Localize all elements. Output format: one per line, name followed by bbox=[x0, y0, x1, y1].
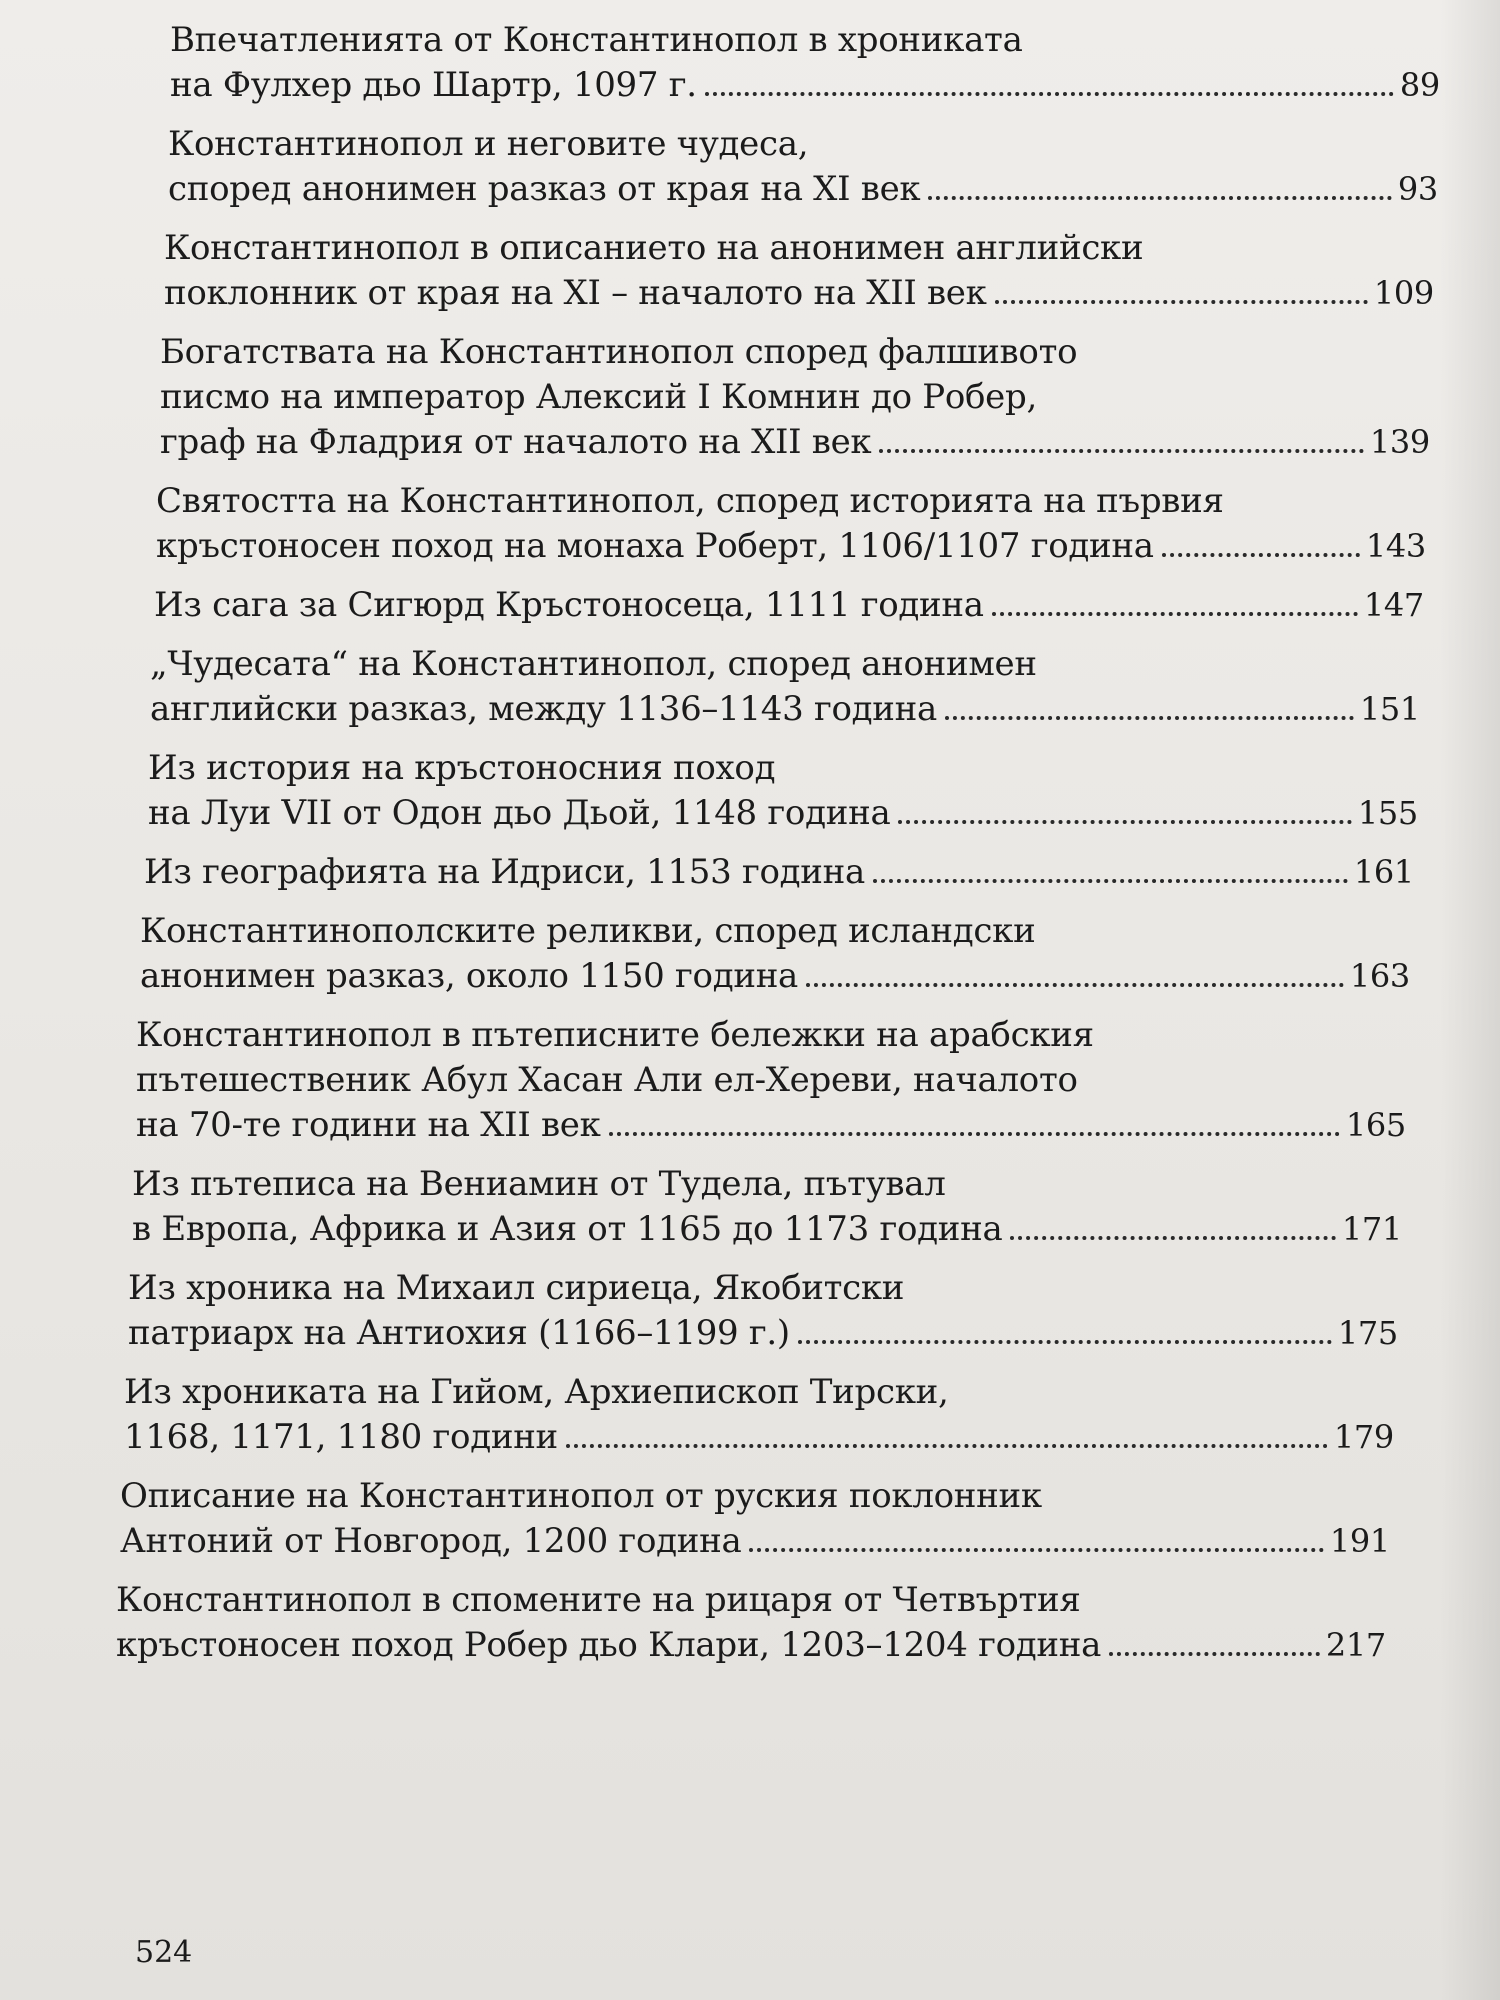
toc-entry-title-line: анонимен разказ, около 1150 година bbox=[140, 956, 799, 996]
toc-entry bbox=[154, 583, 1424, 628]
toc-entry-last-line bbox=[148, 791, 1418, 836]
toc-entry-page-number: 143 bbox=[1365, 527, 1426, 565]
toc-entry bbox=[156, 479, 1426, 569]
toc-entry-last-line bbox=[140, 954, 1410, 999]
toc-entry bbox=[144, 850, 1414, 895]
dot-leader bbox=[806, 982, 1344, 987]
dot-leader bbox=[873, 878, 1348, 883]
toc-entry-page-number: 175 bbox=[1337, 1314, 1398, 1352]
toc-entry-page-number: 155 bbox=[1357, 794, 1418, 832]
toc-entry-title-line: английски разказ, между 1136–1143 година bbox=[150, 689, 937, 729]
toc-entry-page-number: 139 bbox=[1369, 423, 1430, 461]
toc-entry bbox=[136, 1013, 1406, 1148]
toc-entry-title-line: поклонник от края на XI – началото на XII век bbox=[164, 273, 987, 313]
toc-entry bbox=[160, 330, 1430, 465]
toc-entry bbox=[116, 1578, 1386, 1668]
toc-entry-page-number: 161 bbox=[1353, 853, 1414, 891]
toc-entry-last-line bbox=[120, 1519, 1390, 1564]
toc-entry-page-number: 171 bbox=[1341, 1210, 1402, 1248]
toc-entry bbox=[168, 122, 1438, 212]
dot-leader bbox=[898, 819, 1351, 824]
page-edge-shadow bbox=[1440, 0, 1500, 2000]
toc-entry-last-line bbox=[156, 524, 1426, 569]
toc-entry-title-line: граф на Фладрия от началото на XII век bbox=[160, 422, 872, 462]
toc-entry-last-line bbox=[150, 687, 1420, 732]
dot-leader bbox=[749, 1547, 1323, 1552]
toc-entry-page-number: 151 bbox=[1359, 690, 1420, 728]
dot-leader bbox=[566, 1443, 1328, 1448]
toc-entry-title-line: Константинопол в описанието на анонимен английски bbox=[164, 228, 1144, 268]
toc-entry-last-line bbox=[128, 1311, 1398, 1356]
toc-entry-last-line bbox=[116, 1623, 1386, 1668]
dot-leader bbox=[705, 91, 1394, 96]
toc-entry-title-line: Описание на Константинопол от руския поклонник bbox=[120, 1476, 1042, 1516]
toc-entry bbox=[170, 18, 1440, 108]
dot-leader bbox=[1109, 1651, 1320, 1656]
toc-entry bbox=[120, 1474, 1390, 1564]
dot-leader bbox=[995, 299, 1368, 304]
toc-entry-title-line: Из хрониката на Гийом, Архиепископ Тирски, bbox=[124, 1372, 949, 1412]
toc-entry-title-line: според анонимен разказ от края на XI век bbox=[168, 169, 921, 209]
toc-entry-page-number: 191 bbox=[1329, 1522, 1390, 1560]
toc-entry bbox=[150, 642, 1420, 732]
toc-entry-page-number: 165 bbox=[1345, 1106, 1406, 1144]
toc-entry-title-line: Константинополските реликви, според исландски bbox=[140, 911, 1036, 951]
toc-entry bbox=[132, 1162, 1402, 1252]
toc-entry-page-number: 179 bbox=[1333, 1418, 1394, 1456]
toc-entry-title-line: 1168, 1171, 1180 години bbox=[124, 1417, 558, 1457]
dot-leader bbox=[1010, 1235, 1335, 1240]
toc-entry bbox=[128, 1266, 1398, 1356]
dot-leader bbox=[992, 611, 1358, 616]
toc-entry-title-line: Богатствата на Константинопол според фалшивото bbox=[160, 332, 1078, 372]
toc-entry-last-line bbox=[160, 420, 1430, 465]
toc-entry-title-line: Константинопол и неговите чудеса, bbox=[168, 124, 809, 164]
toc-entry-page-number: 89 bbox=[1399, 66, 1440, 104]
toc-entry-title-line: Из географията на Идриси, 1153 година bbox=[144, 852, 865, 892]
toc-entry-title-line: Константинопол в пътеписните бележки на арабския bbox=[136, 1015, 1094, 1055]
toc-entry-last-line bbox=[168, 167, 1438, 212]
toc-entry-page-number: 163 bbox=[1349, 957, 1410, 995]
toc-entry-title-line: Впечатленията от Константинопол в хрониката bbox=[170, 20, 1023, 60]
dot-leader bbox=[879, 448, 1363, 453]
toc-entry-page-number: 217 bbox=[1325, 1626, 1386, 1664]
toc-entry-last-line bbox=[164, 271, 1434, 316]
toc-entry-title-line: кръстоносен поход Робер дьо Клари, 1203–1204 година bbox=[116, 1625, 1102, 1665]
toc-entry-title-line: писмо на император Алексий I Комнин до Робер, bbox=[160, 377, 1037, 417]
toc-entry-last-line bbox=[144, 850, 1414, 895]
toc-entry-title-line: Из история на кръстоносния поход bbox=[148, 748, 776, 788]
toc-entry bbox=[164, 226, 1434, 316]
toc-entry-page-number: 147 bbox=[1363, 586, 1424, 624]
toc-entry-title-line: на 70-те години на XII век bbox=[136, 1105, 601, 1145]
toc-entry-title-line: Из хроника на Михаил сириеца, Якобитски bbox=[128, 1268, 905, 1308]
toc-entry-title-line: в Европа, Африка и Азия от 1165 до 1173 година bbox=[132, 1209, 1003, 1249]
toc-entry-title-line: „Чудесата“ на Константинопол, според анонимен bbox=[150, 644, 1037, 684]
toc-entry-title-line: на Фулхер дьо Шартр, 1097 г. bbox=[170, 65, 697, 105]
dot-leader bbox=[1162, 552, 1360, 557]
toc-entry-title-line: на Луи VII от Одон дьо Дьой, 1148 година bbox=[148, 793, 891, 833]
page-number: 524 bbox=[135, 1935, 193, 1970]
toc-entry bbox=[148, 746, 1418, 836]
toc-entry-page-number: 93 bbox=[1397, 170, 1438, 208]
toc-entry bbox=[140, 909, 1410, 999]
toc-entry-last-line bbox=[124, 1415, 1394, 1460]
toc-entry bbox=[124, 1370, 1394, 1460]
toc-entry-title-line: Из сага за Сигюрд Кръстоносеца, 1111 година bbox=[154, 585, 984, 625]
toc-entry-title-line: пътешественик Абул Хасан Али ел-Хереви, началото bbox=[136, 1060, 1078, 1100]
toc-entry-title-line: Константинопол в спомените на рицаря от Четвъртия bbox=[116, 1580, 1081, 1620]
toc-entry-title-line: кръстоносен поход на монаха Роберт, 1106/1107 година bbox=[156, 526, 1154, 566]
dot-leader bbox=[928, 195, 1392, 200]
toc-entry-last-line bbox=[154, 583, 1424, 628]
dot-leader bbox=[798, 1339, 1332, 1344]
dot-leader bbox=[945, 715, 1354, 720]
toc-entry-title-line: Из пътеписа на Вениамин от Тудела, пътувал bbox=[132, 1164, 946, 1204]
toc-entry-page-number: 109 bbox=[1373, 274, 1434, 312]
toc-entry-title-line: Святостта на Константинопол, според историята на първия bbox=[156, 481, 1224, 521]
toc-entry-last-line bbox=[132, 1207, 1402, 1252]
toc-entry-title-line: Антоний от Новгород, 1200 година bbox=[120, 1521, 742, 1561]
dot-leader bbox=[609, 1131, 1340, 1136]
toc-entry-last-line bbox=[136, 1103, 1406, 1148]
table-of-contents bbox=[116, 18, 1440, 1682]
toc-entry-title-line: патриарх на Антиохия (1166–1199 г.) bbox=[128, 1313, 790, 1353]
toc-entry-last-line bbox=[170, 63, 1440, 108]
